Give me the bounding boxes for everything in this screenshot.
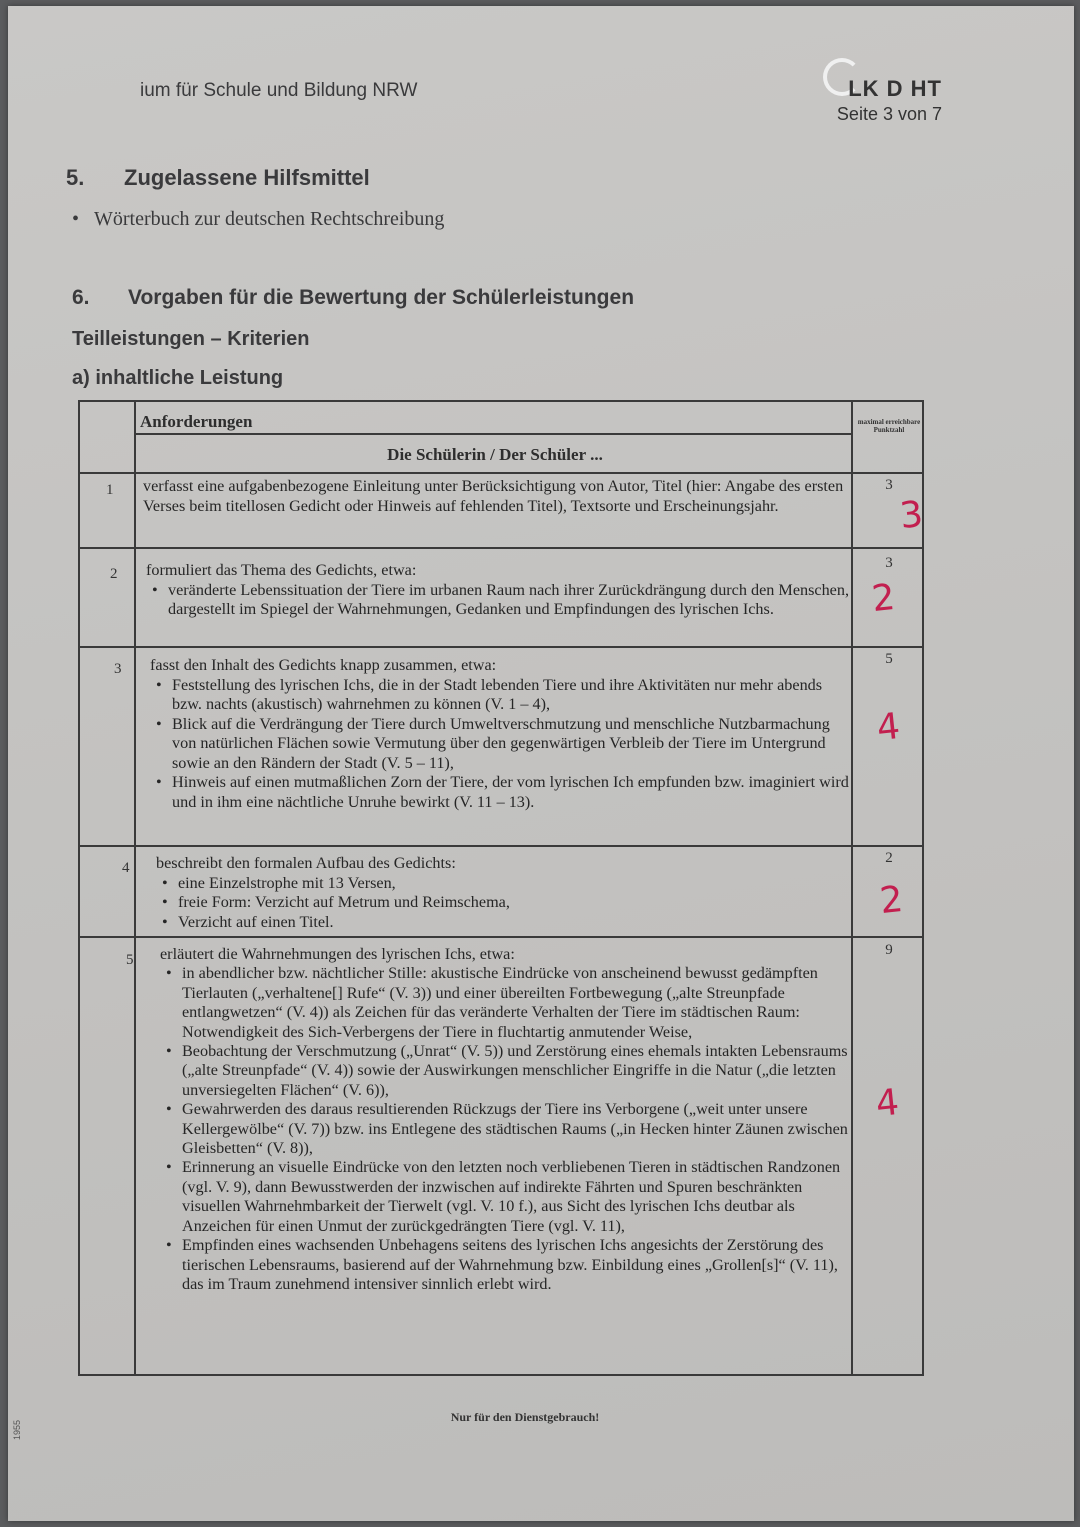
row-4-bullets [156,874,850,933]
row-5-bullet-3: • Gewahrwerden des daraus resultierenden Rückzugs der Tiere ins Verborgene („weit unter unsere Kellergewölbe“ (V. 7)) bzw. ins Entlegene des städtischen Raums („in Hecken hinter Zäunen zwischen Gleisbetten“ (V. 8)), [182,1100,850,1158]
section-5-number: 5. [66,165,85,190]
row-5-number: 5 [126,952,134,968]
side-code: 1955 [12,1419,22,1440]
row-4-score: 2 [877,878,905,923]
row-4-bullet-2: • freie Form: Verzicht auf Metrum und Reimschema, [178,893,850,913]
section-6-title: Vorgaben für die Bewertung der Schülerleistungen [128,286,635,309]
row-5-bullet-2: • Beobachtung der Verschmutzung („Unrat“ (V. 5)) und Zerstörung eines ehemals intakten Lebensraums („alte Streunpfade“ (V. 4)) sowie der Auswirkungen menschlicher Eingriffe in die Natur („die letzten unversiegelten Flächen“ (V. 6)), [182,1042,850,1100]
row-2-bullets [146,581,851,620]
row-2-intro: formuliert das Thema des Gedichts, etwa: [146,561,417,579]
row-line-1 [78,472,924,474]
col-header-requirements: Anforderungen [140,412,253,431]
row-4-text [156,854,850,932]
section-5-title: Zugelassene Hilfsmittel [124,165,370,190]
table-border-bottom [78,1374,924,1376]
row-5-bullet-4: • Erinnerung an visuelle Eindrücke von den letzten noch verbliebenen Tieren in städtischen Randzonen (vgl. V. 9), dann Bewusstwerden der inzwischen auf indirekte Fährten und Spuren beschränkten visuellen Wahrnehmbarkeit der Tierwelt (vgl. V. 10 f.), aus Sicht des lyrischen Ichs deutbar als Anzeichen für einen Unmut der zurückgedrängten Tiere (vgl. V. 11), [182,1158,850,1236]
row-4-bullet-3: • Verzicht auf einen Titel. [178,913,850,933]
page-number: Seite 3 von 7 [836,104,942,124]
row-line-3 [78,646,924,648]
row-5-bullet-1: • in abendlicher bzw. nächtlicher Stille: akustische Eindrücke von anscheinend bewusst gedämpften Tierlauten („verhaltene[] Rufe“ (V. 3)) und einer übereilten Fortbewegung („alte Streunpfade entlangwetzen“ (V. 4)) als Zeichen für das veränderte Verhalten der Tiere im städtischen Raum: Notwendigkeit des Sich-Verbergens der Tiere in fluchtartig anmutender Weise, [182,964,850,1042]
row-1-text [143,477,851,516]
section-6-number: 6. [72,286,90,309]
row-3-bullet-3: • Hinweis auf einen mutmaßlichen Zorn der Tiere, der vom lyrischen Ich empfunden bzw. imaginiert wird und in ihm eine nächtliche Unruhe bewirkt (V. 11 – 13). [172,773,850,812]
exam-code: LK D HT [848,76,942,101]
row-3-score: 4 [874,705,902,750]
row-5-max: 9 [885,942,893,958]
row-4-intro: beschreibt den formalen Aufbau des Gedichts: [156,854,456,872]
row-line-2 [78,547,924,549]
bullet-icon: • [72,208,80,230]
row-4-max: 2 [885,850,893,866]
row-line-4 [78,845,924,847]
row-5-bullet-5: • Empfinden eines wachsenden Unbehagens seitens des lyrischen Ichs angesichts der Zerstörung des tierischen Lebensraums, basierend auf der Wahrnehmung bzw. Einbildung eines „Grollen[s]“ (V. 11), das im Traum zunehmend intensiver sinnlich erlebt wird. [182,1236,850,1294]
col-header-subject: Die Schülerin / Der Schüler ... [387,445,603,464]
section-6-heading [72,286,634,310]
header-right [837,76,942,125]
row-3-bullets [150,676,850,813]
row-3-intro: fasst den Inhalt des Gedichts knapp zusammen, etwa: [150,656,497,674]
row-3-bullet-1: • Feststellung des lyrischen Ichs, die in der Stadt lebenden Tiere und ihre Aktivitäten nur mehr abends bzw. nachts (akustisch) wahrnehmen zu können (V. 1 – 4), [172,676,850,715]
row-3-max: 5 [885,651,893,667]
col-header-max: maximal erreichbare Punktzahl [857,418,921,434]
row-2-number: 2 [110,566,118,582]
subsection-title: Teilleistungen – Kriterien [72,328,310,350]
section-5-bullet [72,208,444,231]
row-3-bullet-2: • Blick auf die Verdrängung der Tiere durch Umweltverschmutzung und menschliche Nutzbarmachung von natürlichen Flächen sowie Vermutung über den gegenwärtigen Verbleib der Tiere im Untergrund sowie an den Rändern der Stadt (V. 5 – 11), [172,715,850,774]
row-3-number: 3 [114,661,122,677]
row-3-text [150,656,850,812]
row-2-bullet-1: • veränderte Lebenssituation der Tiere im urbanen Raum nach ihrer Zurückdrängung durch den Menschen, dargestellt im Spiegel der Wahrnehmungen, Gedanken und Empfindungen des lyrischen Ichs. [168,581,851,620]
part-a-title: a) inhaltliche Leistung [72,367,284,389]
row-4-bullet-1: • eine Einzelstrophe mit 13 Versen, [178,874,850,894]
row-1-number: 1 [106,482,114,498]
row-2-max: 3 [885,555,893,571]
row-4-number: 4 [122,860,130,876]
row-2-text [146,561,851,620]
header-inner-line [134,433,852,435]
row-5-score: 4 [873,1081,901,1126]
footer-note: Nur für den Dienstgebrauch! [450,1410,600,1424]
row-2-score: 2 [869,576,897,621]
row-1-intro: verfasst eine aufgabenbezogene Einleitung unter Berücksichtigung von Autor, Titel (hier: Angabe des ersten Verses beim titellosen Gedicht oder Hinweis auf fehlenden Titel), Textsorte und Erscheinungsjahr. [143,477,844,515]
row-5-bullets [160,964,850,1294]
row-1-score: 3 [897,493,925,538]
row-5-intro: erläutert die Wahrnehmungen des lyrischen Ichs, etwa: [160,945,515,963]
table-border-top [78,400,924,402]
aid-text: Wörterbuch zur deutschen Rechtschreibung [94,208,445,230]
row-5-text [160,945,850,1294]
header-ministry: ium für Schule und Bildung NRW [140,80,418,101]
section-5-heading [66,165,370,191]
row-line-5 [78,936,924,938]
row-1-max: 3 [885,477,893,493]
